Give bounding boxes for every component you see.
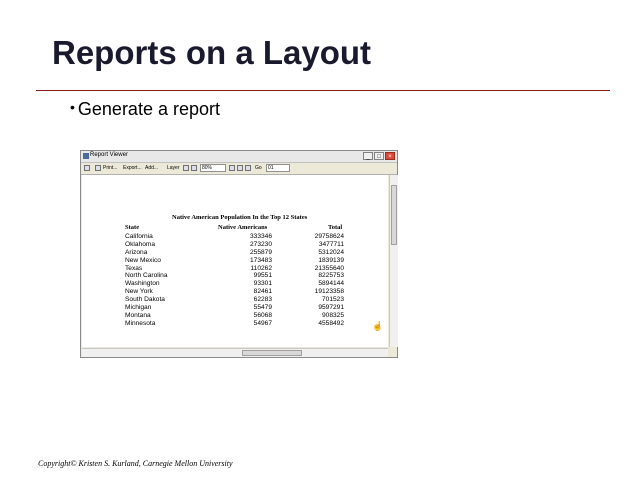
page-first-icon[interactable] (229, 165, 235, 171)
cell-state: Montana (125, 311, 151, 319)
table-row (82, 265, 388, 273)
go-label: Go (255, 165, 262, 171)
cell-native-americans: 82461 (253, 288, 272, 296)
cell-total: 19123358 (314, 288, 344, 296)
table-row (82, 233, 388, 241)
cell-state: Washington (125, 280, 160, 288)
print-icon[interactable] (95, 165, 101, 171)
window-title: Report Viewer (90, 152, 128, 158)
minimize-button[interactable]: _ (363, 152, 373, 160)
cell-total: 1839139 (318, 256, 344, 264)
cell-native-americans: 273230 (249, 240, 272, 248)
zoom-select[interactable]: 80% (200, 164, 226, 172)
cell-native-americans: 54967 (253, 319, 272, 327)
cell-native-americans: 93301 (253, 280, 272, 288)
table-row (82, 241, 388, 249)
table-row (82, 312, 388, 320)
horizontal-scroll-thumb[interactable] (242, 350, 302, 356)
close-button[interactable]: × (385, 152, 395, 160)
report-viewer-window (80, 150, 398, 358)
column-header-total: Total (328, 224, 343, 231)
export-button[interactable]: Export... (123, 165, 142, 171)
cell-total: 5312024 (318, 248, 344, 256)
table-row (82, 288, 388, 296)
vertical-scrollbar[interactable] (389, 175, 398, 347)
bullet-dot-icon: • (70, 99, 75, 115)
table-row (82, 320, 388, 328)
slide-title: Reports on a Layout (52, 34, 372, 71)
title-divider (36, 90, 610, 91)
report-canvas (82, 175, 388, 347)
cell-native-americans: 55479 (253, 304, 272, 312)
cell-total: 5894144 (318, 280, 344, 288)
report-title: Native American Population In the Top 12 States (172, 214, 308, 221)
copyright-footer: Copyright© Kristen S. Kurland, Carnegie Mellon University (38, 459, 233, 468)
zoom-in-icon[interactable] (183, 165, 189, 171)
page-prev-icon[interactable] (237, 165, 243, 171)
cell-native-americans: 173483 (249, 256, 272, 264)
cell-total: 8225753 (318, 272, 344, 280)
vertical-scroll-thumb[interactable] (391, 185, 397, 245)
table-row (82, 257, 388, 265)
bullet-item (70, 99, 220, 120)
pan-hand-icon: ☝ (372, 321, 384, 331)
window-titlebar[interactable] (81, 151, 397, 163)
column-header-native: Native Americans (218, 224, 268, 231)
print-button[interactable]: Print... (103, 165, 118, 171)
page-input[interactable]: 01 (266, 164, 290, 172)
viewer-toolbar (81, 163, 397, 175)
cell-state: Texas (125, 264, 143, 272)
cell-total: 4558492 (318, 319, 344, 327)
cell-total: 29758624 (314, 233, 344, 240)
cell-native-americans: 110262 (250, 264, 272, 272)
column-header-state: State (125, 224, 140, 231)
cell-native-americans: 99551 (253, 272, 272, 280)
layer-button[interactable]: Layer (167, 165, 180, 171)
cell-total: 9597291 (318, 304, 344, 312)
cell-state: South Dakota (125, 296, 165, 304)
grid-icon[interactable] (84, 165, 90, 171)
cell-total: 21355640 (314, 264, 344, 272)
cell-state: Arizona (125, 248, 148, 256)
cell-native-americans: 56068 (253, 311, 272, 319)
cell-total: 701523 (321, 296, 344, 304)
window-controls (363, 152, 395, 160)
cell-state: Michigan (125, 304, 152, 312)
cell-state: New Mexico (125, 256, 161, 264)
cell-state: New York (125, 288, 153, 296)
app-icon (83, 153, 89, 159)
cell-state: North Carolina (125, 272, 168, 280)
cell-state: Minnesota (125, 319, 156, 327)
table-row (82, 280, 388, 288)
zoom-out-icon[interactable] (191, 165, 197, 171)
cell-native-americans: 62283 (253, 296, 272, 304)
cell-total: 908325 (321, 311, 344, 319)
cell-native-americans: 333346 (249, 233, 272, 240)
report-rows (82, 233, 388, 328)
table-row (82, 296, 388, 304)
horizontal-scrollbar[interactable] (82, 348, 388, 357)
bullet-text: Generate a report (77, 99, 220, 119)
cell-native-americans: 255879 (249, 248, 272, 256)
page-next-icon[interactable] (245, 165, 251, 171)
table-row (82, 249, 388, 257)
table-row (82, 272, 388, 280)
cell-state: California (125, 233, 153, 240)
add-button[interactable]: Add... (145, 165, 159, 171)
maximize-button[interactable]: □ (374, 152, 384, 160)
cell-state: Oklahoma (125, 240, 156, 248)
table-row (82, 304, 388, 312)
cell-total: 3477711 (318, 240, 344, 248)
